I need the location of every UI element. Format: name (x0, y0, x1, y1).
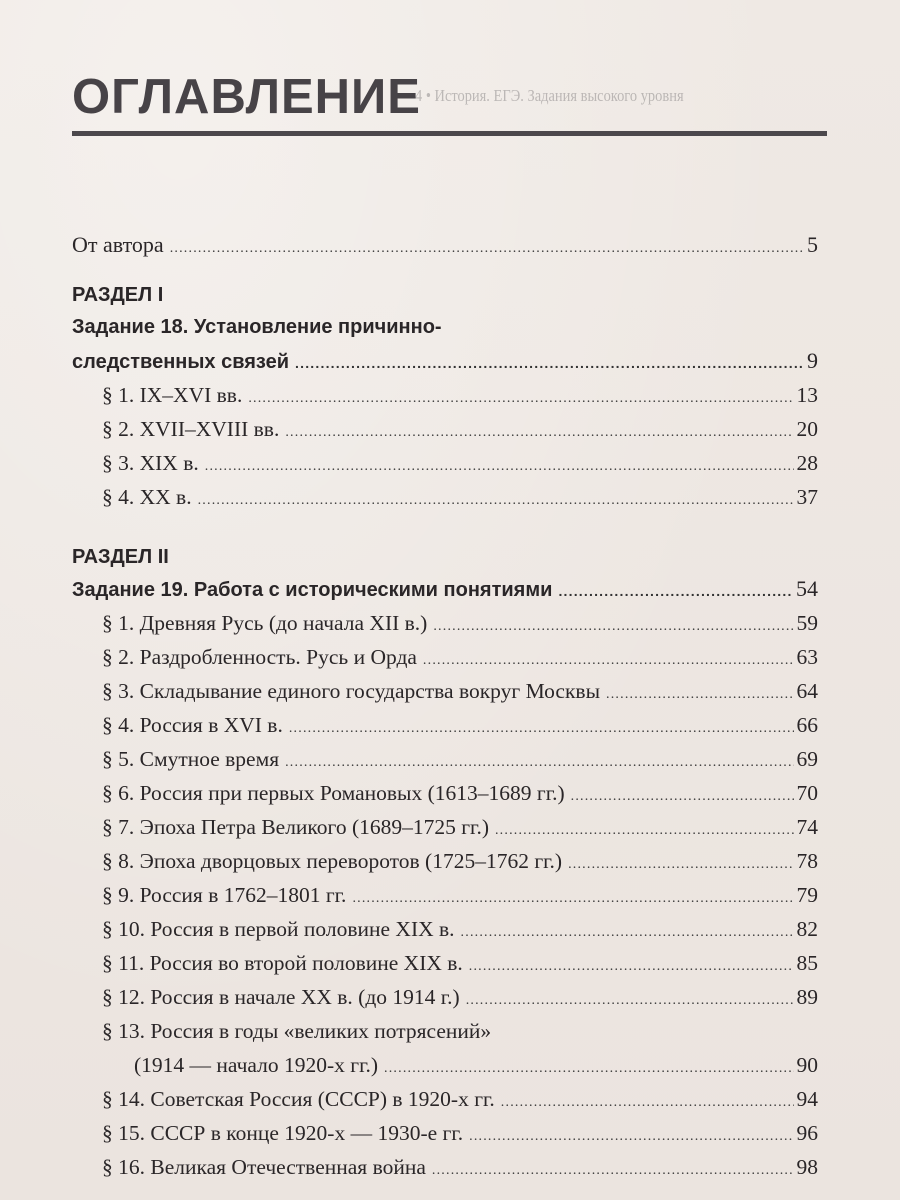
toc-entry[interactable] (72, 878, 818, 912)
toc-entry[interactable] (72, 980, 818, 1014)
dot-leader (571, 780, 794, 814)
section-heading-2: РАЗДЕЛ II (72, 546, 169, 568)
toc-task-19[interactable] (72, 572, 818, 606)
toc-page-number: 13 (796, 383, 818, 407)
toc-entry[interactable] (72, 946, 818, 980)
toc-entry-label: Задание 19. Работа с историческими понятиями (72, 579, 553, 601)
dot-leader (558, 574, 793, 608)
toc-page-number: 96 (796, 1121, 818, 1145)
section-heading-1: РАЗДЕЛ I (72, 284, 164, 306)
toc-entry[interactable] (72, 844, 818, 878)
toc-page-number: 9 (807, 348, 818, 373)
toc-entry-label: § 13. Россия в годы «великих потрясений» (102, 1019, 492, 1043)
show-through-header: 4 • История. ЕГЭ. Задания высокого уровня (415, 86, 684, 105)
toc-entry-label: § 4. Россия в XVI в. (102, 713, 283, 737)
toc-entry-label: (1914 — начало 1920-х гг.) (134, 1053, 379, 1077)
toc-page-number: 78 (796, 849, 818, 873)
toc-entry-label: § 11. Россия во второй половине XIX в. (102, 951, 463, 975)
toc-entry[interactable] (72, 1082, 818, 1116)
toc-page-number: 20 (796, 417, 818, 441)
dot-leader (466, 984, 794, 1018)
toc-entry[interactable] (72, 708, 818, 742)
toc-entry-label: От автора (72, 232, 164, 257)
toc-page-number: 63 (796, 645, 818, 669)
dot-leader (352, 882, 793, 916)
toc-entry-label: § 15. СССР в конце 1920-х — 1930-е гг. (102, 1121, 464, 1145)
dot-leader (384, 1052, 793, 1086)
toc-entry[interactable] (72, 810, 818, 844)
toc-page-number: 59 (796, 611, 818, 635)
toc-entry-label: § 10. Россия в первой половине XIX в. (102, 917, 455, 941)
dot-leader (433, 610, 793, 644)
toc-page-number: 37 (796, 485, 818, 509)
toc-page-number: 28 (796, 451, 818, 475)
toc-entry-label: § 8. Эпоха дворцовых переворотов (1725–1762 гг.) (102, 849, 563, 873)
toc-entry-author-preface[interactable] (72, 228, 818, 262)
toc-task-18-line1[interactable] (72, 310, 818, 344)
dot-leader (170, 232, 804, 266)
toc-task-18-line2[interactable] (72, 344, 818, 378)
dot-leader (285, 416, 793, 450)
toc-page-number: 5 (807, 232, 818, 257)
dot-leader (423, 644, 794, 678)
dot-leader (205, 450, 794, 484)
toc-entry-label: § 1. Древняя Русь (до начала XII в.) (102, 611, 428, 635)
toc-entry[interactable] (72, 446, 818, 480)
toc-page-number: 64 (796, 679, 818, 703)
toc-entry[interactable] (72, 1116, 818, 1150)
dot-leader (469, 1120, 793, 1154)
dot-leader (248, 382, 793, 416)
dot-leader (606, 678, 793, 712)
table-of-contents (72, 228, 818, 1184)
toc-entry[interactable] (72, 378, 818, 412)
toc-entry-label: Задание 18. Установление причинно- (72, 316, 442, 338)
toc-entry-label: § 3. Складывание единого государства вокруг Москвы (102, 679, 601, 703)
dot-leader (198, 484, 794, 518)
toc-entry[interactable] (72, 606, 818, 640)
toc-entry[interactable] (72, 1150, 818, 1184)
dot-leader (568, 848, 793, 882)
toc-entry-label: § 16. Великая Отечественная война (102, 1155, 426, 1179)
toc-entry-label: § 5. Смутное время (102, 747, 280, 771)
toc-entry[interactable] (72, 912, 818, 946)
toc-entry-label: § 14. Советская Россия (СССР) в 1920-х гг. (102, 1087, 495, 1111)
toc-entry-label: § 9. Россия в 1762–1801 гг. (102, 883, 347, 907)
dot-leader (501, 1086, 794, 1120)
dot-leader (461, 916, 794, 950)
toc-page-number: 90 (796, 1053, 818, 1077)
toc-entry-line2[interactable] (72, 1048, 818, 1082)
toc-page-number: 89 (796, 985, 818, 1009)
page-title: ОГЛАВЛЕНИЕ (72, 70, 421, 124)
toc-entry-line1[interactable] (72, 1014, 818, 1048)
toc-entry[interactable] (72, 412, 818, 446)
toc-entry[interactable] (72, 640, 818, 674)
toc-entry[interactable] (72, 742, 818, 776)
toc-page-number: 54 (796, 576, 818, 601)
toc-entry-label: § 12. Россия в начале XX в. (до 1914 г.) (102, 985, 460, 1009)
dot-leader (469, 950, 794, 984)
toc-entry[interactable] (72, 480, 818, 514)
toc-page-number: 66 (796, 713, 818, 737)
toc-page-number: 70 (796, 781, 818, 805)
dot-leader (295, 346, 804, 380)
toc-entry-label: § 3. XIX в. (102, 451, 199, 475)
dot-leader (495, 814, 794, 848)
toc-page-number: 85 (796, 951, 818, 975)
toc-page-number: 79 (796, 883, 818, 907)
dot-leader (289, 712, 794, 746)
toc-page-number: 94 (796, 1087, 818, 1111)
toc-entry-label: § 4. XX в. (102, 485, 192, 509)
toc-entry-label: следственных связей (72, 351, 290, 373)
toc-page-number: 98 (796, 1155, 818, 1179)
dot-leader (432, 1154, 794, 1188)
toc-page-number: 69 (796, 747, 818, 771)
toc-entry[interactable] (72, 674, 818, 708)
toc-entry-label: § 2. XVII–XVIII вв. (102, 417, 280, 441)
toc-page-number: 82 (796, 917, 818, 941)
toc-entry[interactable] (72, 776, 818, 810)
dot-leader (285, 746, 793, 780)
toc-entry-label: § 6. Россия при первых Романовых (1613–1689 гг.) (102, 781, 565, 805)
title-underline-rule (72, 131, 827, 136)
toc-page-number: 74 (796, 815, 818, 839)
toc-entry-label: § 1. IX–XVI вв. (102, 383, 243, 407)
toc-entry-label: § 7. Эпоха Петра Великого (1689–1725 гг.) (102, 815, 489, 839)
toc-entry-label: § 2. Раздробленность. Русь и Орда (102, 645, 417, 669)
